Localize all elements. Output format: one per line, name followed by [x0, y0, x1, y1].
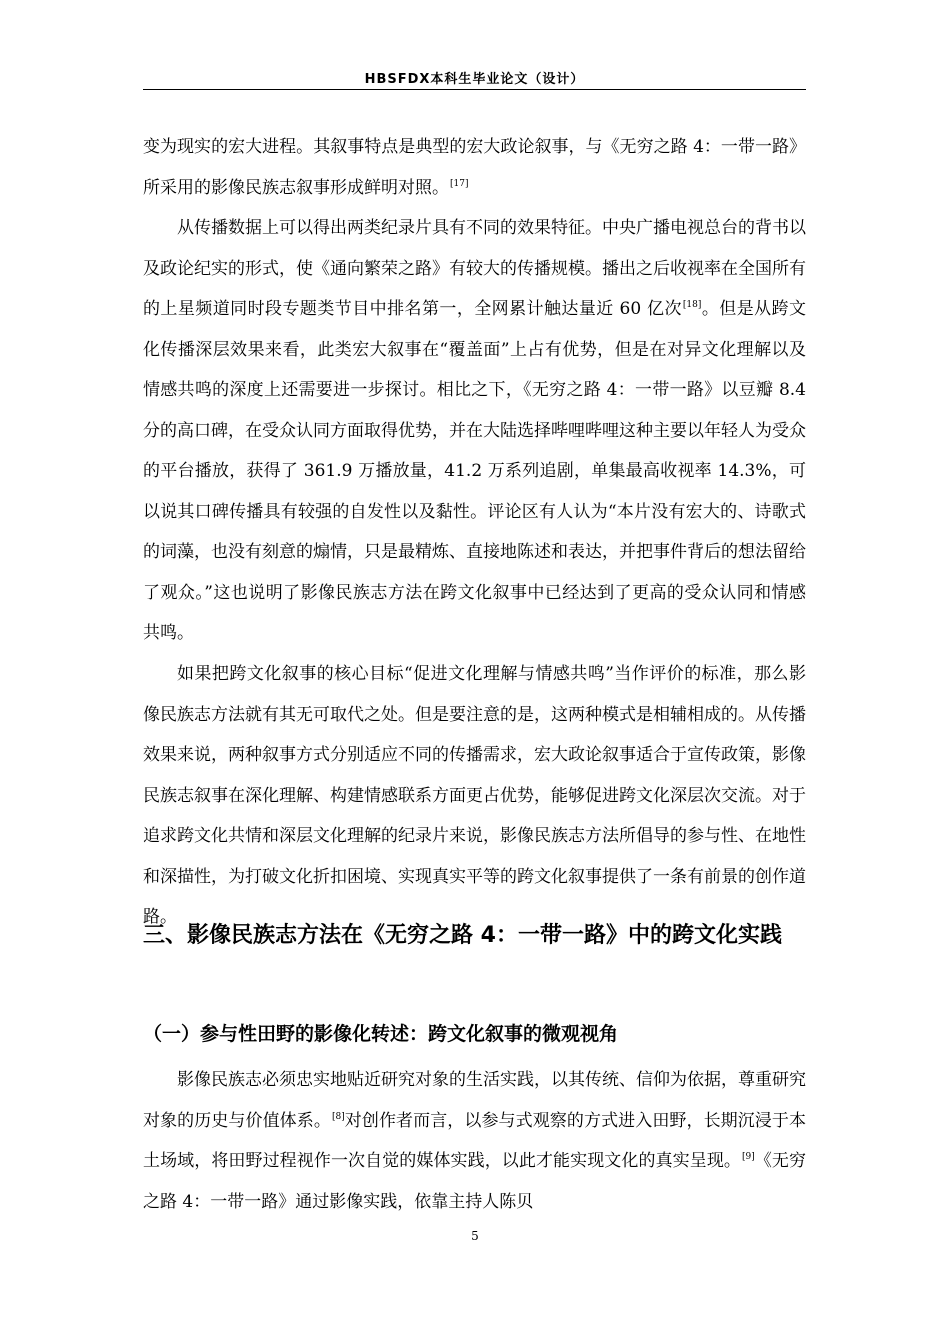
page-number: 5 — [471, 1229, 479, 1243]
paragraph-evaluation — [143, 654, 806, 938]
citation-9: [9] — [742, 1152, 755, 1162]
citation-17: [17] — [450, 178, 469, 189]
citation-8: [8] — [331, 1111, 345, 1122]
paragraph-text: 如果把跨文化叙事的核心目标“促进文化理解与情感共鸣”当作评价的标准，那么影像民族志方法就有其无可取代之处。但是要注意的是，这两种模式是相辅相成的。从传播效果来说，两种叙事方式分别适应不同的传播需求，宏大政论叙事适合于宣传政策，影像民族志叙事在深化理解、构建情感联系方面更占优势，能够促进跨文化深层次交流。对于追求跨文化共情和深层文化理解的纪录片来说，影像民族志方法所倡导的参与性、在地性和深描性，为打破文化折扣困境、实现真实平等的跨文化叙事提供了一条有前景的创作道路。 — [143, 664, 806, 927]
paragraph-text: 。但是从跨文化传播深层效果来看，此类宏大叙事在“覆盖面”上占有优势，但是在对异文化理解以及情感共鸣的深度上还需要进一步探讨。相比之下，《无穷之路 4：一带一路》以豆瓣 8.4 分的高口碑，在受众认同方面取得优势，并在大陆选择哔哩哔哩这种主要以年轻人为受众的平台播放，获得了 361.9 万播放量，41.2 万系列追剧，单集最高收视率 14.3%，可以说其口碑传播具有较强的自发性以及黏性。评论区有人认为“本片没有宏大的、诗歌式的词藻，也没有刻意的煽情，只是最精炼、直接地陈述和表达，并把事件背后的想法留给了观众。”这也说明了影像民族志方法在跨文化叙事中已经达到了更高的受众认同和情感共鸣。 — [143, 299, 806, 643]
paragraph-participatory-field — [143, 1060, 806, 1222]
paragraph-text: 变为现实的宏大进程。其叙事特点是典型的宏大政论叙事，与《无穷之路 4：一带一路》所采用的影像民族志叙事形成鲜明对照。 — [143, 137, 806, 198]
paragraph-text: 对创作者而言，以参与式观察的方式进入田野，长期沉浸于本土场域，将田野过程视作一次自觉的媒体实践，以此才能实现文化的真实呈现。 — [143, 1110, 807, 1171]
citation-18: [18] — [682, 300, 702, 310]
section-heading: 三、影像民族志方法在《无穷之路 4：一带一路》中的跨文化实践 — [143, 923, 782, 948]
paragraph-text: 从传播数据上可以得出两类纪录片具有不同的效果特征。中央广播电视总台的背书以及政论纪实的形式，使《通向繁荣之路》有较大的传播规模。播出之后收视率在全国所有的上星频道同时段专题类节目中排名第一，全网累计触达量近 60 亿次 — [143, 218, 806, 319]
subsection-heading: （一）参与性田野的影像化转述：跨文化叙事的微观视角 — [143, 1023, 619, 1045]
paragraph-dissemination-data — [143, 208, 806, 654]
paragraph-text: 影像民族志必须忠实地贴近研究对象的生活实践，以其传统、信仰为依据，尊重研究对象的历史与价值体系。 — [143, 1070, 806, 1131]
running-header: HBSFDX本科生毕业论文（设计） — [364, 72, 585, 87]
paragraph-continued — [143, 127, 806, 208]
paragraph-text: 《无穷之路 4：一带一路》通过影像实践，依靠主持人陈贝 — [143, 1151, 807, 1212]
header-rule — [143, 89, 806, 90]
